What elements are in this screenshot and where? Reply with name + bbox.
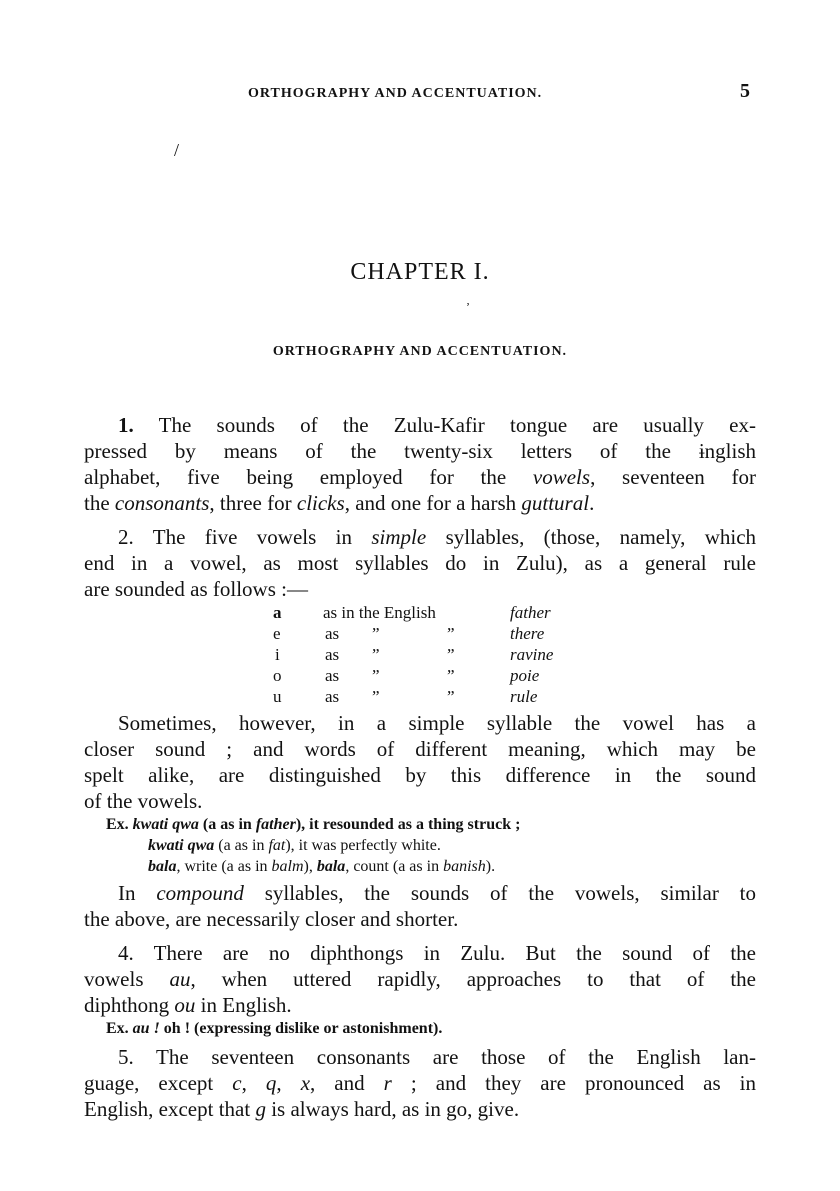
paragraph-5-line-2: guage, except c, q, x, and r ; and they are pronounced as in [84, 1071, 756, 1095]
paragraph-compound-line-2: the above, are necessarily closer and shorter. [84, 907, 459, 931]
section-title: ORTHOGRAPHY AND ACCENTUATION. [272, 344, 568, 359]
book-page: ORTHOGRAPHY AND ACCENTUATION. 5 / ʼ CHAPTER I. ORTHOGRAPHY AND ACCENTUATION. 1. The sounds of the Zulu-Kafir tongue are usually ex- pressed by means of the twenty-six letters of the ɨnglish alphabet, five being employed for the vowels, seventeen for the consonants, three for clicks, and one for a harsh guttural. 2. The five vowels in simple syllables, (those, namely, which end in a vowel, as most syllables do in Zulu), as a general rule are sounded as follows :— a as in the English father e as ” ” there i as ” ” ravine o as ” ” poie u as ” ” rule Sometimes, however, in a simple syllable the vowel has a closer sound ; and words of different meaning, which may be spelt alike, are distinguished by this difference in the sound of the vowels. Ex. kwati qwa (a as in father), it resounded as a thing struck ; kwati qwa (a as in fat), it was perfectly white. bala, write (a as in balm), bala, count (a as in banish). In compound syllables, the sounds of the vowels, similar to the above, are necessarily closer and shorter. 4. There are no diphthongs in Zulu. But the sound of the vowels au, when uttered rapidly, approaches to that of the diphthong ou in English. Ex. au ! oh ! (expressing dislike or astonishment). 5. The seventeen consonants are those of the English lan- guage, except c, q, x, and r ; and they are pronounced as in English, except that g is always hard, as in go, give. [0, 0, 840, 1191]
example-line: kwati qwa (a as in fat), it was perfectly white. [148, 837, 441, 854]
paragraph-1-line-4: the consonants, three for clicks, and one for a harsh guttural. [84, 491, 595, 515]
stray-mark: / [174, 140, 180, 160]
paragraph-4-line-2: vowels au, when uttered rapidly, approaches to that of the [84, 967, 756, 991]
page-number: 5 [740, 80, 750, 102]
example-line: Ex. kwati qwa (a as in father), it resounded as a thing struck ; [106, 816, 521, 833]
paragraph-3-line-3: spelt alike, are distinguished by this difference in the sound [84, 763, 756, 787]
paragraph-3-line-1: Sometimes, however, in a simple syllable the vowel has a [118, 711, 756, 735]
paragraph-5-line-3: English, except that g is always hard, as in go, give. [84, 1097, 520, 1121]
running-header: ORTHOGRAPHY AND ACCENTUATION. [248, 86, 543, 101]
paragraph-4-line-3: diphthong ou in English. [84, 993, 292, 1017]
paragraph-2-line-1: 2. The five vowels in simple syllables, (those, namely, which [118, 525, 757, 549]
paragraph-5-line-1: 5. The seventeen consonants are those of the English lan- [118, 1045, 756, 1069]
paragraph-2-line-2: end in a vowel, as most syllables do in Zulu), as a general rule [84, 551, 756, 575]
example-line: bala, write (a as in balm), bala, count (a as in banish). [148, 858, 496, 875]
stray-mark: ʼ [466, 300, 470, 314]
chapter-title: CHAPTER I. [350, 259, 490, 285]
example-line: Ex. au ! oh ! (expressing dislike or astonishment). [106, 1020, 443, 1037]
paragraph-1-line-3: alphabet, five being employed for the vowels, seventeen for [84, 465, 757, 489]
paragraph-1-line-1: 1. The sounds of the Zulu-Kafir tongue are usually ex- [118, 413, 756, 437]
paragraph-4-line-1: 4. There are no diphthongs in Zulu. But the sound of the [118, 941, 756, 965]
paragraph-compound-line-1: In compound syllables, the sounds of the vowels, similar to [118, 881, 756, 905]
paragraph-1-line-2: pressed by means of the twenty-six letters of the ɨnglish [84, 439, 756, 463]
paragraph-number: 1. [118, 413, 134, 437]
paragraph-3-line-4: of the vowels. [84, 789, 203, 813]
paragraph-2-line-3: are sounded as follows :— [84, 577, 308, 601]
paragraph-3-line-2: closer sound ; and words of different meaning, which may be [84, 737, 756, 761]
